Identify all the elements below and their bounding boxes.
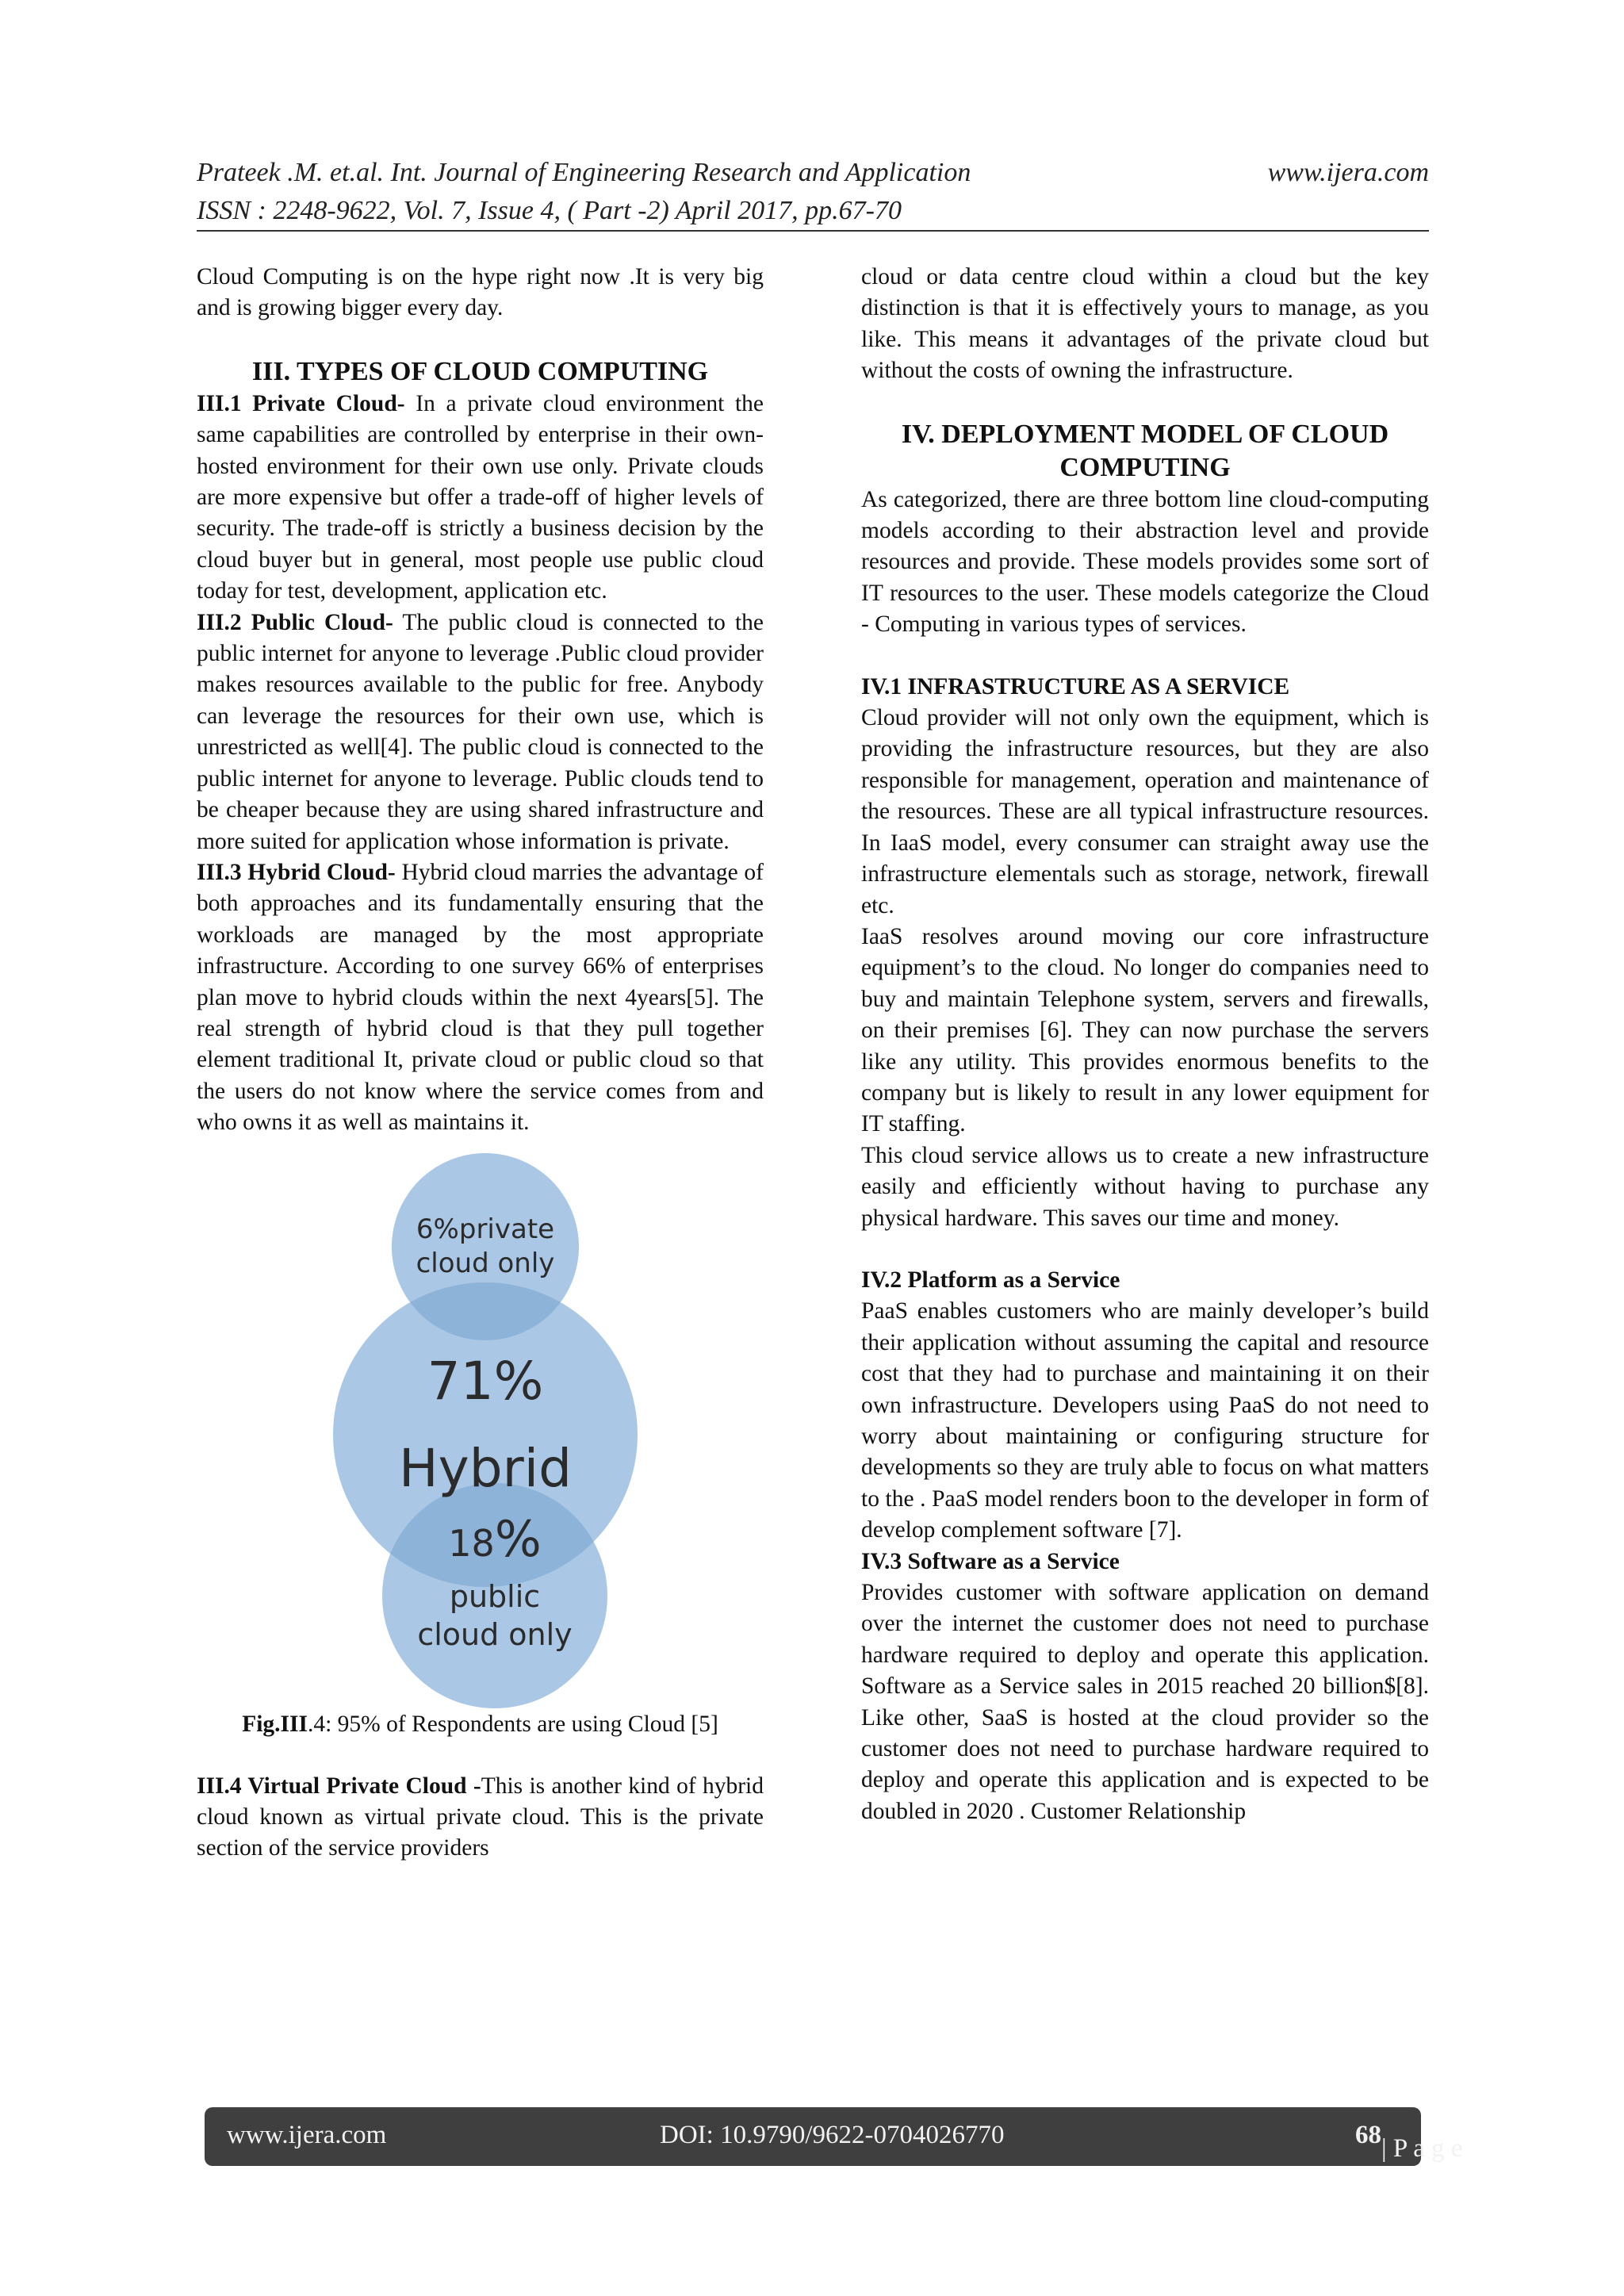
iaas-title: IV.1 INFRASTRUCTURE AS A SERVICE [861, 673, 1290, 700]
footer-website: www.ijera.com [227, 2121, 387, 2149]
right-column [861, 262, 1429, 1827]
page-footer [205, 2107, 1463, 2166]
footer-page [1355, 2121, 1463, 2163]
paas-title: IV.2 Platform as a Service [861, 1267, 1120, 1293]
header-row-1 [197, 154, 1429, 192]
iaas-paragraph-1: Cloud provider will not only own the equipment, which is providing the infrastructure resources, but they are also responsible for management, operation and maintenance of the resources. These are all typical infrastructure resources. In IaaS model, every consumer can straight away use the infrastructure elementals such as storage, network, firewall etc. [861, 705, 1429, 918]
section-title-types: III. TYPES OF CLOUD COMPUTING [251, 356, 709, 386]
private-label-line2: cloud only [416, 1247, 555, 1279]
iaas-paragraph-2: IaaS resolves around moving our core infrastructure equipment’s to the cloud. No longer do companies need to buy and maintain Telephone system, servers and firewalls, on their premises [6]. They can now purchase the servers like any utility. This provides enormous benefits to the company but is likely to result in any lower equipment for IT staffing. [861, 923, 1429, 1137]
iaas-paragraph-3: This cloud service allows us to create a new infrastructure easily and efficiently without having to purchase any physical hardware. This saves our time and money. [861, 1142, 1429, 1231]
vpc-text: This is another kind of hybrid cloud known as virtual private cloud. This is the private section of the service providers [197, 1773, 764, 1861]
public-label-line1: public [449, 1578, 541, 1614]
paas-paragraph: PaaS enables customers who are mainly developer’s build their application without assuming the capital and resource cost that they had to purchase and maintaining it on their own infrastructure. Developers using PaaS do not need to worry about maintaining or configuring structure for developments so they are truly able to focus on what matters to the . PaaS model renders boon to the developer in form of develop complement software [7]. [861, 1298, 1429, 1543]
public-label-line2: cloud only [417, 1616, 573, 1652]
left-column [197, 262, 764, 1865]
section-title-deployment-line1: IV. DEPLOYMENT MODEL OF CLOUD [901, 419, 1389, 449]
figure-caption [197, 1708, 764, 1740]
public-cloud-text: The public cloud is connected to the public internet for anyone to leverage .Public cloud provider makes resources available to the public for free. Anybody can leverage the resources for their own use, which is unrestricted as well[4]. The public cloud is connected to the public internet for anyone to leverage. Public clouds tend to be cheaper because they are using shared infrastructure and more suited for application whose information is private. [197, 609, 764, 854]
vpc-label: III.4 Virtual Private Cloud - [197, 1773, 481, 1799]
figure-caption-text: .4: 95% of Respondents are using Cloud [5] [307, 1711, 718, 1737]
section-title-deployment-line2: COMPUTING [1059, 452, 1231, 482]
public-cloud-paragraph [197, 608, 764, 857]
header-citation: Prateek .M. et.al. Int. Journal of Engineering Research and Application [197, 158, 971, 187]
private-cloud-text: In a private cloud environment the same capabilities are controlled by enterprise in their own-hosted environment for their own use only. Private clouds are more expensive but offer a trade-off of higher levels of security. The trade-off is strictly a business decision by the cloud buyer but in general, most people use public cloud today for test, development, application etc. [197, 390, 764, 604]
saas-paragraph: Provides customer with software application on demand over the internet the customer does not need to purchase hardware required to deploy and operate this application. Software as a Service sales in 2015 reached 20 billion$[8]. Like other, SaaS is hosted at the cloud provider so the customer does not need to purchase hardware required to deploy and operate this application and is expected to be doubled in 2020 . Customer Relationship [861, 1580, 1429, 1824]
hybrid-cloud-paragraph [197, 857, 764, 1139]
public-percent-number: 18 [448, 1521, 495, 1565]
private-label-line1: 6%private [416, 1213, 555, 1245]
page-header [197, 154, 1429, 230]
footer-page-label: | P a g e [1381, 2134, 1463, 2163]
hybrid-cloud-label: III.3 Hybrid Cloud- [197, 859, 396, 885]
public-cloud-label: III.2 Public Cloud- [197, 609, 393, 635]
private-cloud-label: III.1 Private Cloud- [197, 390, 405, 416]
public-percent-sign: % [494, 1509, 542, 1568]
venn-diagram [197, 1153, 764, 1708]
hybrid-cloud-text: Hybrid cloud marries the advantage of both approaches and its fundamentally ensuring that the workloads are managed by the most appropriate infrastructure. According to one survey 66% of enterprises plan move to hybrid clouds within the next 4years[5]. The real strength of hybrid cloud is that they pull together element traditional It, private cloud or public cloud so that the users do not know where the service comes from and who owns it as well as maintains it. [197, 859, 764, 1136]
footer-page-number: 68 [1355, 2121, 1381, 2149]
saas-title: IV.3 Software as a Service [861, 1548, 1120, 1574]
hybrid-label: Hybrid [399, 1437, 572, 1499]
hybrid-percent: 71% [427, 1350, 544, 1412]
footer-doi: DOI: 10.9790/9622-0704026770 [660, 2121, 1005, 2149]
continued-paragraph: cloud or data centre cloud within a cloud but the key distinction is that it is effectively yours to manage, as you like. This means it advantages of the private cloud but without the costs of owning the infrastructure. [861, 264, 1429, 384]
header-issn: ISSN : 2248-9622, Vol. 7, Issue 4, ( Part -2) April 2017, pp.67-70 [197, 196, 902, 225]
intro-paragraph: Cloud Computing is on the hype right now .It is very big and is growing bigger every day. [197, 264, 764, 321]
figure-caption-label: Fig.III [242, 1711, 308, 1737]
private-cloud-paragraph [197, 389, 764, 608]
header-website: www.ijera.com [1267, 158, 1429, 187]
vpc-paragraph [197, 1771, 764, 1865]
header-rule [197, 230, 1429, 232]
cloud-usage-figure [197, 1153, 764, 1708]
deployment-intro: As categorized, there are three bottom line cloud-computing models according to their abstraction level and provide resources and provide. These models provides some sort of IT resources to the user. These models categorize the Cloud - Computing in various types of services. [861, 486, 1429, 638]
